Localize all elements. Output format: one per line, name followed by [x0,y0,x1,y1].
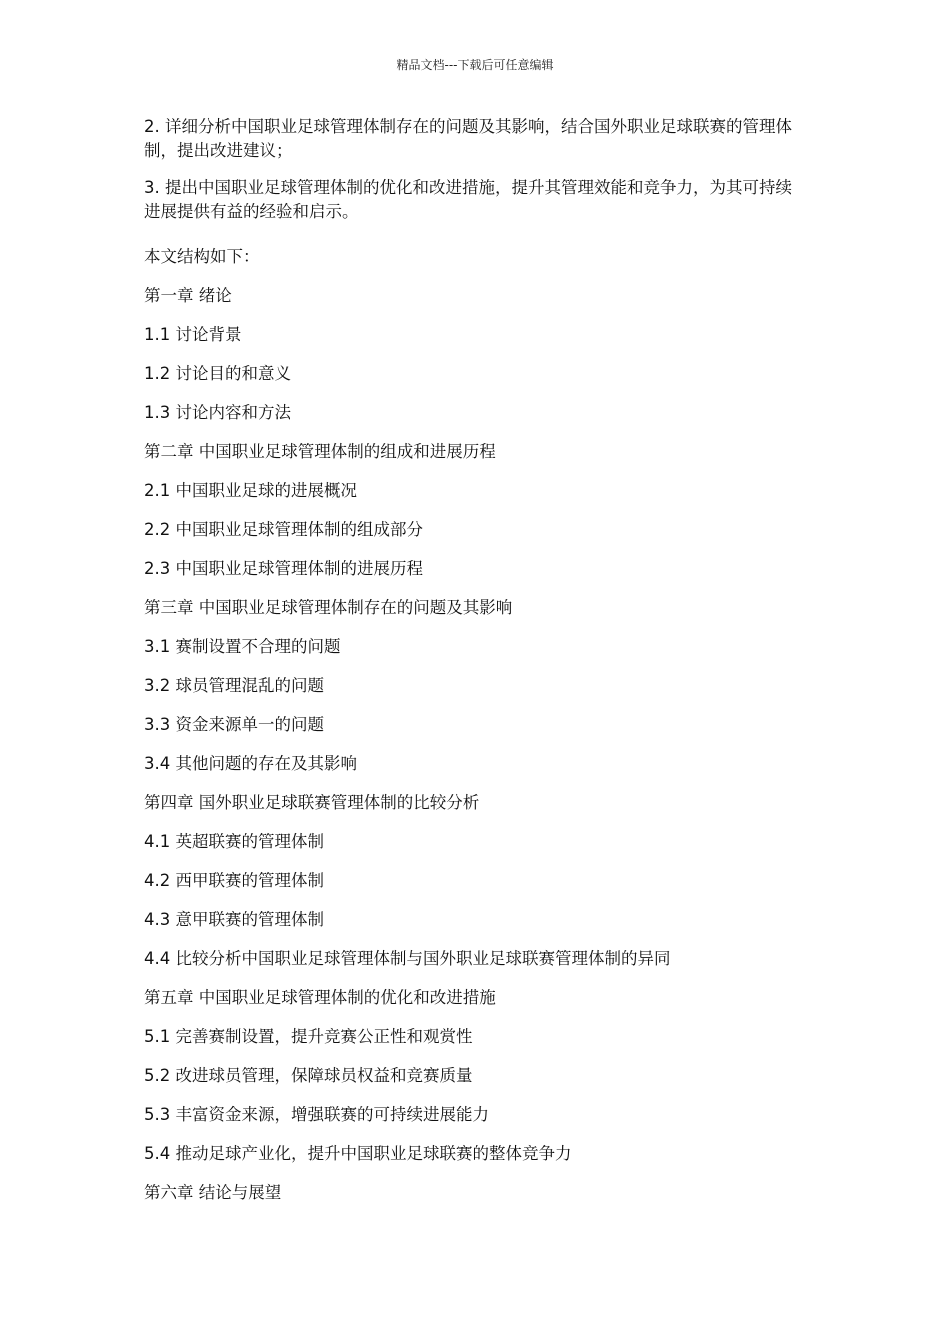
outline-section-3-4: 3.4 其他问题的存在及其影响 [144,754,357,773]
paragraph-objective-3: 3. 提出中国职业足球管理体制的优化和改进措施，提升其管理效能和竞争力，为其可持续进展提供有益的经验和启示。 [144,178,792,221]
outline-section-1-1: 1.1 讨论背景 [144,325,242,344]
page-header: 精品文档---下载后可任意编辑 [396,58,554,72]
outline-chapter-1: 第一章 绪论 [144,286,232,305]
outline-section-2-1: 2.1 中国职业足球的进展概况 [144,481,357,500]
document-body [144,115,804,1212]
outline-section-4-3: 4.3 意甲联赛的管理体制 [144,910,324,929]
outline-section-1-2: 1.2 讨论目的和意义 [144,364,291,383]
outline-section-5-1: 5.1 完善赛制设置，提升竞赛公正性和观赏性 [144,1027,473,1046]
outline-section-5-4: 5.4 推动足球产业化，提升中国职业足球联赛的整体竞争力 [144,1144,572,1163]
outline-section-5-3: 5.3 丰富资金来源，增强联赛的可持续进展能力 [144,1105,489,1124]
outline-section-1-3: 1.3 讨论内容和方法 [144,403,291,422]
outline-section-3-1: 3.1 赛制设置不合理的问题 [144,637,341,656]
outline-section-3-2: 3.2 球员管理混乱的问题 [144,676,324,695]
outline-chapter-5: 第五章 中国职业足球管理体制的优化和改进措施 [144,988,496,1007]
outline-chapter-6: 第六章 结论与展望 [144,1183,282,1202]
outline-chapter-3: 第三章 中国职业足球管理体制存在的问题及其影响 [144,598,513,617]
outline-section-5-2: 5.2 改进球员管理，保障球员权益和竞赛质量 [144,1066,473,1085]
outline-section-4-1: 4.1 英超联赛的管理体制 [144,832,324,851]
outline-chapter-4: 第四章 国外职业足球联赛管理体制的比较分析 [144,793,480,812]
outline-section-3-3: 3.3 资金来源单一的问题 [144,715,324,734]
outline-section-4-2: 4.2 西甲联赛的管理体制 [144,871,324,890]
outline-section-2-3: 2.3 中国职业足球管理体制的进展历程 [144,559,423,578]
paragraph-objective-2: 2. 详细分析中国职业足球管理体制存在的问题及其影响，结合国外职业足球联赛的管理体制，提出改进建议； [144,117,792,160]
outline-section-4-4: 4.4 比较分析中国职业足球管理体制与国外职业足球联赛管理体制的异同 [144,949,671,968]
structure-intro: 本文结构如下： [144,247,260,266]
outline-chapter-2: 第二章 中国职业足球管理体制的组成和进展历程 [144,442,496,461]
outline-section-2-2: 2.2 中国职业足球管理体制的组成部分 [144,520,423,539]
